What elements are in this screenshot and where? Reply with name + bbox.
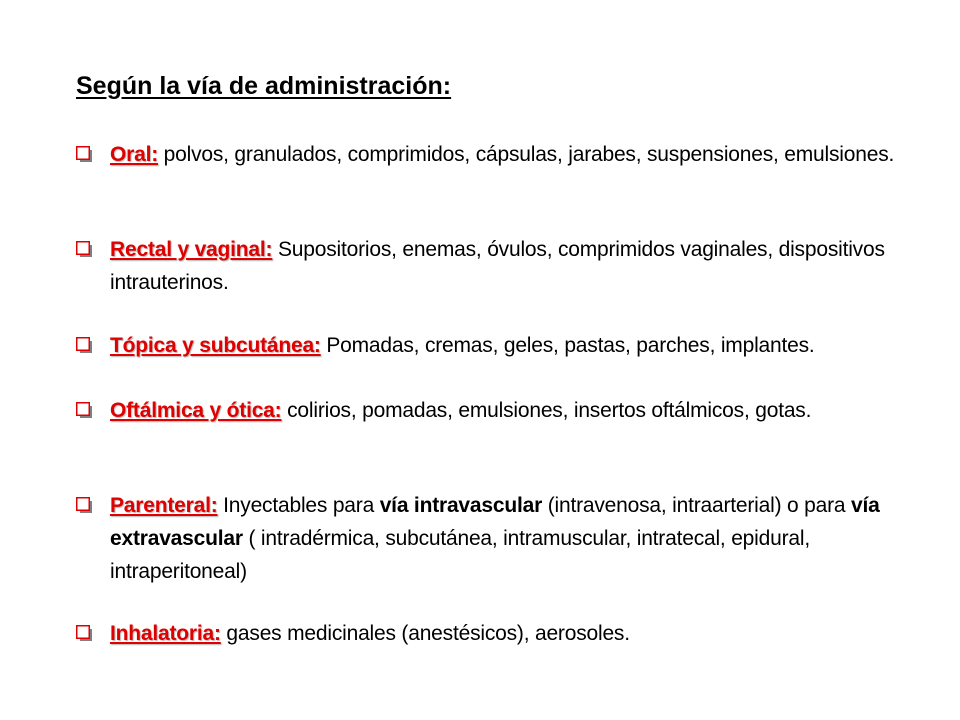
item-label: Oral: <box>110 143 159 166</box>
item-label: Inhalatoria: <box>110 622 221 645</box>
list-item-inhalatoria <box>76 617 926 650</box>
checkbox-bullet-icon <box>76 402 92 418</box>
checkbox-bullet-icon <box>76 625 92 641</box>
list-item-parenteral <box>76 489 926 588</box>
list-item-oftalmica-otica <box>76 394 926 427</box>
item-text: gases medicinales (anestésicos), aerosoles. <box>220 622 630 645</box>
item-text: colirios, pomadas, emulsiones, insertos oftálmicos, gotas. <box>281 399 812 422</box>
item-label: Oftálmica y ótica: <box>110 399 282 422</box>
page-title: Según la vía de administración: <box>76 72 452 100</box>
list-item-topica-subcutanea <box>76 329 926 362</box>
checkbox-bullet-icon <box>76 241 92 257</box>
checkbox-bullet-icon <box>76 497 92 513</box>
list-item-rectal-vaginal <box>76 233 926 299</box>
checkbox-bullet-icon <box>76 146 92 162</box>
item-text-bold: vía extravascular <box>110 494 880 550</box>
item-label: Parenteral: <box>110 494 218 517</box>
item-text: Pomadas, cremas, geles, pastas, parches, implantes. <box>320 334 815 357</box>
item-text: (intravenosa, intraarterial) o para <box>542 494 851 517</box>
item-label: Tópica y subcutánea: <box>110 334 321 357</box>
item-text: Supositorios, enemas, óvulos, comprimidos vaginales, dispositivos intrauterinos. <box>110 238 885 294</box>
item-text: polvos, granulados, comprimidos, cápsulas, jarabes, suspensiones, emulsiones. <box>158 143 895 166</box>
item-text: Inyectables para <box>217 494 380 517</box>
item-text: ( intradérmica, subcutánea, intramuscular, intratecal, epidural, intraperitoneal) <box>110 527 810 583</box>
item-text-bold: vía intravascular <box>379 494 543 517</box>
item-label: Rectal y vaginal: <box>110 238 273 261</box>
list-item-oral <box>76 138 926 171</box>
checkbox-bullet-icon <box>76 337 92 353</box>
